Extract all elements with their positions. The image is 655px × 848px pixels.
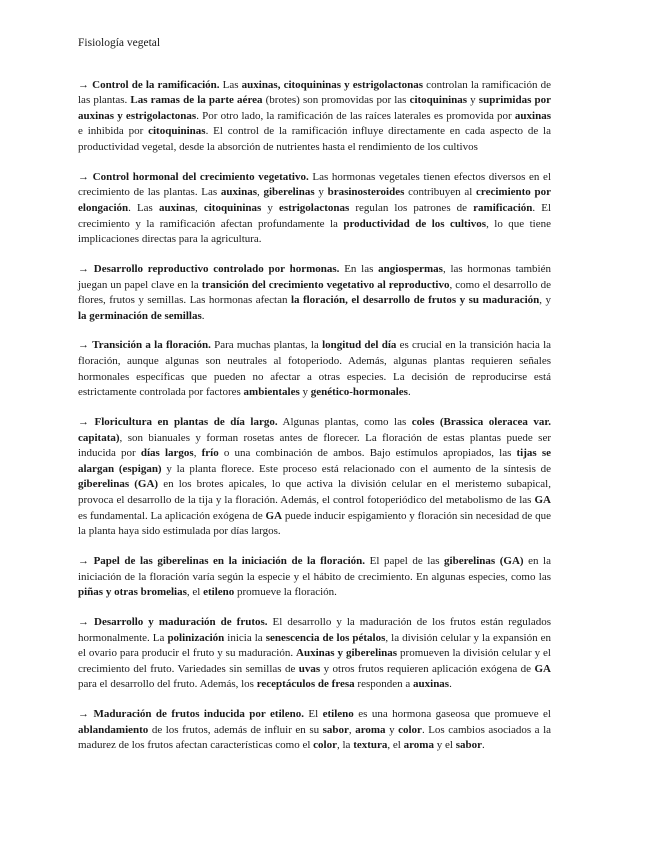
text-run: es crucial en la transición hacia la floración, aunque algunas son neutrales al fotoperiodo. Además, algunas plantas requieren señales hormonales específicas que pueden no afectar a otras especies. La decisión de reproducirse está estrictamente controlada por factores — [78, 339, 552, 399]
bold-term: Transición a la floración. — [92, 339, 211, 352]
bold-term: sabor — [322, 723, 349, 736]
bold-term: citoquininas — [409, 94, 468, 107]
paragraph-5 — [78, 415, 551, 540]
text-run: , las hormonas también juegan un papel clave en la — [78, 262, 551, 291]
text-run: , — [193, 447, 202, 460]
bold-term: etileno — [322, 708, 354, 721]
paragraph-2 — [78, 170, 551, 248]
bold-term: Desarrollo y maduración de frutos. — [94, 615, 268, 628]
text-run: Para muchas plantas, la — [210, 339, 323, 352]
text-run: , el — [387, 739, 404, 752]
text-run: regulan los patrones de — [349, 201, 474, 214]
text-run: , son bianuales y forman rosetas antes de florecer. La floración de estas plantas puede ser inducida por — [78, 431, 551, 460]
bold-term: crecimiento por elongación — [78, 186, 552, 214]
bold-term: longitud del día — [322, 339, 397, 352]
text-run: Las hormonas vegetales tienen efectos diversos en el crecimiento de las plantas. Las — [78, 170, 552, 199]
bold-term: genético-hormonales — [310, 386, 408, 399]
bold-term: textura — [353, 739, 388, 752]
bold-term: ambientales — [243, 386, 300, 399]
text-run: En las — [339, 262, 379, 275]
bold-term: Auxinas y giberelinas — [296, 647, 398, 660]
text-run: , la división celular y la expansión en el ovario para producir el fruto y su maduración. — [78, 631, 552, 660]
text-run: , — [348, 723, 356, 736]
bold-term: auxinas — [514, 109, 551, 122]
text-run: , como el desarrollo de flores, frutos y semillas. Las hormonas afectan — [78, 278, 552, 307]
bold-term: senescencia de los pétalos — [265, 631, 386, 644]
bold-term: auxinas — [220, 186, 257, 199]
bold-term: productividad de los cultivos — [343, 217, 487, 230]
text-run: promueven la división celular y el crecimiento del fruto. Variedades sin semillas de — [78, 647, 551, 675]
bold-term: citoquininas — [148, 125, 206, 138]
bold-term: Maduración de frutos inducida por etileno. — [93, 708, 304, 721]
text-run: y otros frutos requieren aplicación exógena de — [320, 662, 535, 675]
text-run: , — [195, 201, 204, 214]
paragraph-3 — [78, 262, 551, 324]
text-run: controlan la ramificación de las plantas. — [78, 78, 551, 107]
text-run: → — [78, 708, 94, 721]
bold-term: giberelinas (GA) — [78, 478, 159, 491]
text-run: . — [201, 309, 205, 322]
paragraph-1 — [78, 78, 551, 156]
text-run: . Por otro lado, la ramificación de las raíces laterales es promovida por — [196, 109, 515, 122]
paragraph-4 — [78, 338, 551, 400]
bold-term: citoquininas — [203, 201, 262, 214]
bold-term: ablandamiento — [78, 723, 149, 736]
text-run: → — [78, 615, 95, 628]
document-title: Fisiología vegetal — [78, 37, 161, 49]
text-run: → — [78, 170, 93, 183]
text-run: y — [261, 201, 279, 214]
text-run: (brotes) son promovidas por las — [262, 94, 410, 107]
paragraph-7 — [78, 615, 551, 693]
bold-term: sabor — [455, 739, 482, 752]
bold-term: receptáculos de fresa — [256, 678, 355, 691]
text-run: Las — [219, 78, 242, 91]
bold-term: color — [398, 723, 422, 736]
text-run: . — [449, 678, 452, 691]
bold-term: Desarrollo reproductivo controlado por hormonas. — [93, 262, 340, 275]
bold-term: piñas y otras bromelias — [78, 586, 187, 599]
text-run: es fundamental. La aplicación exógena de — [78, 509, 266, 522]
bold-term: giberelinas — [263, 186, 315, 199]
text-run: El desarrollo y la maduración de los frutos están regulados hormonalmente. La — [78, 615, 552, 644]
text-run: → — [78, 339, 93, 352]
bold-term: estrigolactonas — [279, 201, 350, 214]
text-run: Algunas plantas, como las — [277, 416, 412, 429]
text-run: de los frutos, además de influir en su — [148, 723, 323, 736]
bold-term: la floración, el desarrollo de frutos y su maduración — [290, 294, 540, 307]
text-run: → — [78, 416, 95, 429]
bold-term: transición del crecimiento vegetativo al reproductivo — [201, 278, 450, 291]
text-run: , la — [337, 739, 354, 752]
bold-term: Control hormonal del crecimiento vegetativo. — [92, 170, 309, 183]
text-run: , — [257, 186, 264, 199]
bold-term: uvas — [298, 662, 321, 675]
bold-term: GA — [534, 662, 551, 675]
bold-term: brasinosteroides — [327, 186, 405, 199]
text-run: . El crecimiento y la ramificación afectan profundamente la — [78, 201, 552, 230]
text-run: es una hormona gaseosa que promueve el — [353, 708, 551, 721]
text-run: o una combinación de ambos. Bajo estímulos apropiados, las — [218, 447, 517, 460]
bold-term: Las ramas de la parte aérea — [130, 94, 263, 107]
bold-term: GA — [534, 494, 551, 506]
text-run: . El control de la ramificación influye directamente en cada aspecto de la productividad vegetal, desde la absorción de nutrientes hasta el rendimiento de los cultivos — [78, 125, 551, 153]
text-run: responden a — [354, 678, 414, 691]
bold-term: giberelinas (GA) — [444, 554, 524, 567]
text-run: para el desarrollo del fruto. Además, los — [78, 678, 257, 691]
bold-term: aroma — [355, 723, 386, 736]
text-run: y — [314, 186, 328, 199]
text-run: El — [303, 708, 323, 721]
bold-term: auxinas, citoquininas y estrigolactonas — [241, 78, 424, 91]
bold-term: suprimidas por auxinas y estrigolactonas — [78, 94, 551, 122]
bold-term: coles (Brassica oleracea var. capitata) — [78, 416, 552, 444]
text-run: . Los cambios asociados a la madurez de los frutos afectan características como el — [78, 723, 552, 752]
text-run: en la iniciación de la floración varía según la especie y el hábito de crecimiento. En algunas especies, como las — [78, 554, 551, 583]
text-run: → — [78, 554, 94, 567]
text-run: y — [467, 94, 479, 107]
text-run: , y — [539, 294, 551, 307]
text-run: y el — [433, 739, 456, 752]
document-page — [78, 36, 551, 768]
text-run: , lo que tiene implicaciones directas para la agricultura. — [78, 217, 551, 246]
text-run: promueve la floración. — [234, 586, 337, 599]
text-run: . — [407, 386, 411, 399]
bold-term: aroma — [403, 739, 434, 752]
text-run: y — [299, 386, 311, 399]
bold-term: frío — [201, 447, 219, 460]
bold-term: días largos — [140, 447, 194, 460]
paragraph-6 — [78, 554, 551, 601]
paragraph-8 — [78, 707, 551, 754]
document-body — [78, 78, 551, 754]
text-run: → — [78, 262, 94, 275]
text-run: y la planta florece. Este proceso está relacionado con el aumento de la síntesis de — [161, 462, 551, 475]
bold-term: angiospermas — [378, 262, 443, 275]
text-run: y — [385, 723, 399, 736]
text-run: contribuyen al — [404, 186, 477, 199]
bold-term: polinización — [167, 631, 225, 644]
text-run: . — [481, 739, 485, 752]
text-run: → — [78, 78, 93, 91]
text-run: , el — [186, 586, 204, 599]
text-run: en los brotes apicales, lo que activa la división celular en el meristemo subapical, provoca el desarrollo de la tija y la floración. Además, el control fotoperiódico del metabolismo de las — [78, 478, 551, 506]
bold-term: Floricultura en plantas de día largo. — [94, 416, 278, 429]
bold-term: ramificación — [473, 201, 533, 214]
bold-term: auxinas — [413, 678, 450, 691]
bold-term: etileno — [203, 586, 235, 599]
bold-term: GA — [265, 509, 283, 522]
text-run: inicia la — [224, 631, 266, 644]
bold-term: color — [313, 739, 337, 752]
text-run: e inhibida por — [78, 125, 149, 138]
bold-term: auxinas — [158, 201, 196, 214]
bold-term: Papel de las giberelinas en la iniciación de la floración. — [93, 554, 366, 567]
text-run: . Las — [128, 201, 159, 214]
bold-term: Control de la ramificación. — [92, 78, 220, 91]
bold-term: tijas se alargan (espigan) — [78, 447, 551, 475]
text-run: El papel de las — [365, 554, 445, 567]
bold-term: la germinación de semillas — [78, 309, 202, 322]
text-run: puede inducir espigamiento y floración sin necesidad de que la planta haya sido estimulada por días largos. — [78, 509, 551, 538]
